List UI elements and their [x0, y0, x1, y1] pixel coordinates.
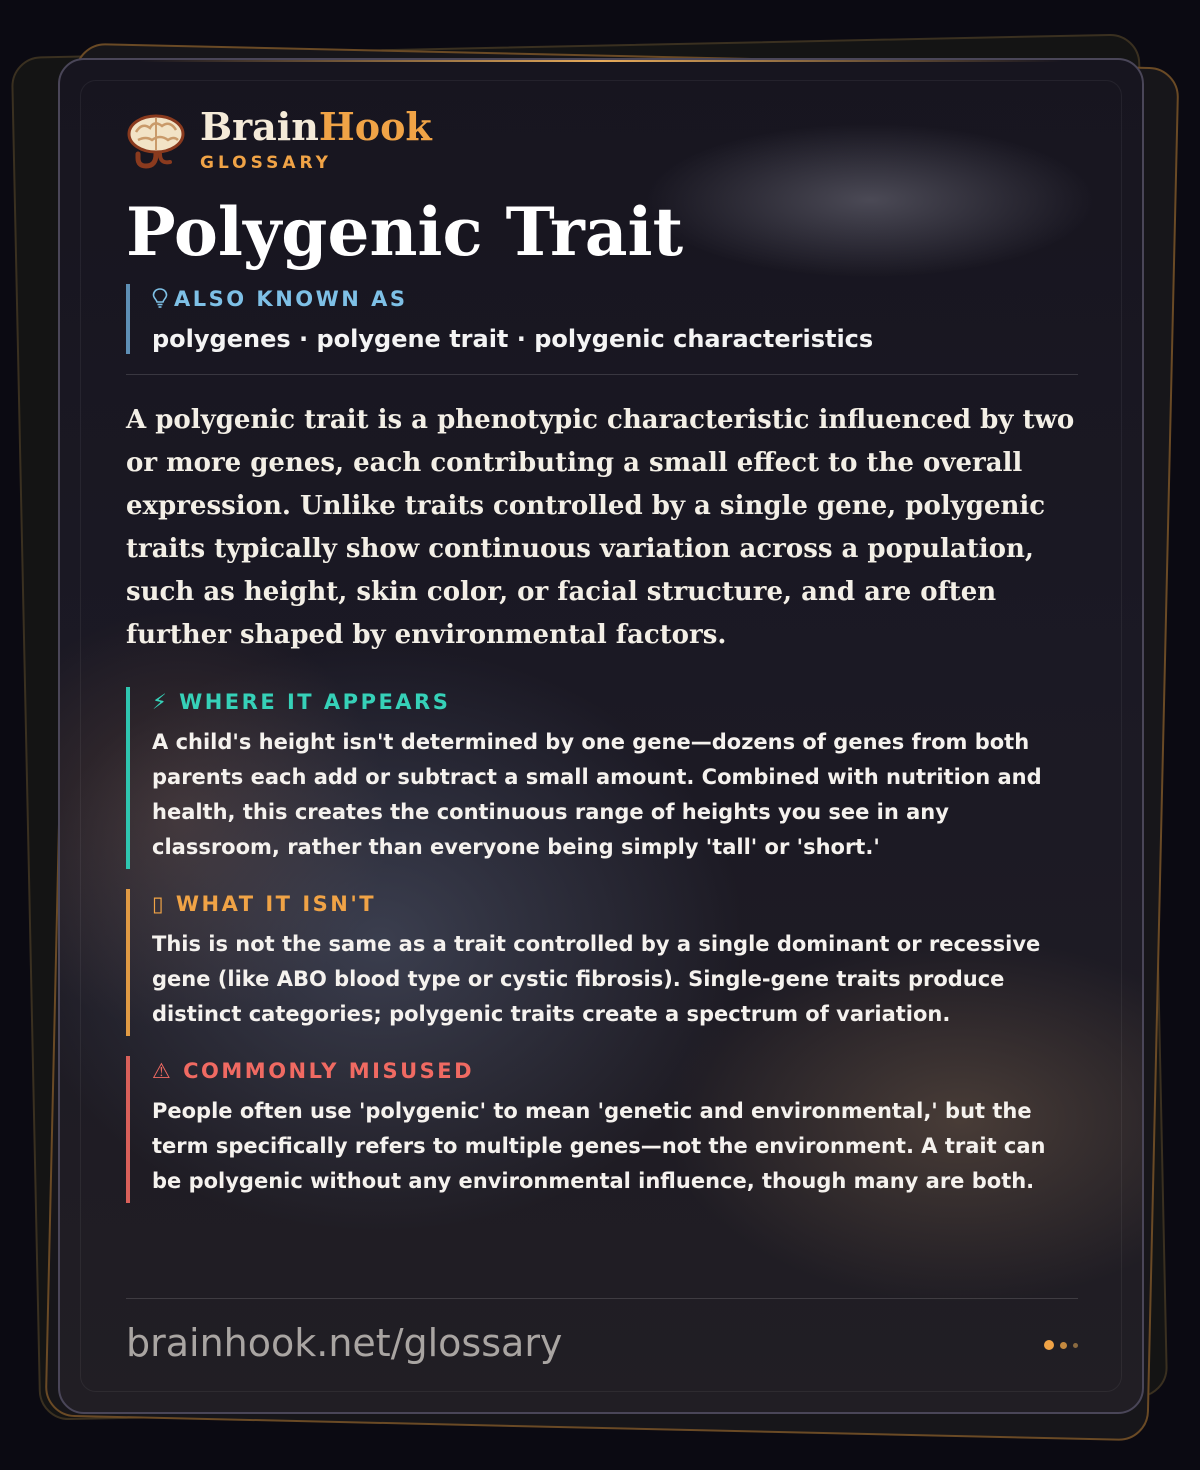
brand-name-part1: Brain: [200, 104, 319, 149]
what-it-isnt-text: This is not the same as a trait controlled by a single dominant or recessive gene (like ABO blood type or cystic fibrosis). Single-gene traits produce distinct categories; polygenic traits create a spectrum of variation.: [152, 932, 1041, 1026]
brand-subtitle: GLOSSARY: [200, 153, 332, 173]
page-dot: [1073, 1343, 1078, 1348]
also-known-as-block: [126, 284, 1078, 354]
what-it-isnt-label-row: [152, 889, 1078, 919]
brain-hook-logo-icon: [126, 110, 186, 170]
page-dots: [1038, 1340, 1078, 1350]
brand-header: [126, 100, 1078, 180]
what-it-isnt-label: WHAT IT ISN'T: [175, 892, 377, 916]
footer-url[interactable]: brainhook.net/glossary: [126, 1321, 563, 1365]
commonly-misused-label: COMMONLY MISUSED: [183, 1059, 475, 1083]
commonly-misused-section: [126, 1056, 1078, 1203]
brand-text: [200, 104, 432, 173]
footer-divider: [126, 1298, 1078, 1299]
brand-name-part2: Hook: [318, 104, 432, 149]
divider: [126, 374, 1078, 375]
warning-icon: ⚠: [152, 1059, 174, 1083]
card-content: [126, 100, 1078, 1203]
where-it-appears-label-row: [152, 687, 1078, 717]
page-dot-active: [1044, 1340, 1054, 1350]
commonly-misused-label-row: [152, 1056, 1078, 1086]
aka-synonyms: polygenes · polygene trait · polygenic characteristics: [152, 325, 874, 353]
page-dot: [1060, 1342, 1067, 1349]
card-top-highlight: [140, 60, 1062, 62]
lightning-icon: ⚡: [152, 690, 170, 714]
where-it-appears-section: [126, 687, 1078, 869]
missing-glyph-icon: ▯: [152, 892, 167, 916]
where-it-appears-label: WHERE IT APPEARS: [179, 690, 451, 714]
aka-label-row: [152, 284, 1078, 314]
what-it-isnt-section: [126, 889, 1078, 1036]
glossary-card: [58, 58, 1144, 1414]
term-title: Polygenic Trait: [126, 193, 684, 271]
lightbulb-icon: [152, 287, 168, 309]
aka-label: ALSO KNOWN AS: [174, 287, 408, 311]
definition-text: A polygenic trait is a phenotypic characteristic influenced by two or more genes, each contributing a small effect to the overall expression. Unlike traits controlled by a single gene, polygenic traits typically show continuous variation across a population, such as height, skin color, or facial structure, and are often further shaped by environmental factors.: [126, 405, 1075, 650]
commonly-misused-text: People often use 'polygenic' to mean 'genetic and environmental,' but the term specifically refers to multiple genes—not the environment. A trait can be polygenic without any environmental influence, though many are both.: [152, 1099, 1046, 1193]
where-it-appears-text: A child's height isn't determined by one gene—dozens of genes from both parents each add or subtract a small amount. Combined with nutrition and health, this creates the continuous range of heights you see in any classroom, rather than everyone being simply 'tall' or 'short.': [152, 730, 1042, 859]
brand-name: [200, 104, 432, 149]
